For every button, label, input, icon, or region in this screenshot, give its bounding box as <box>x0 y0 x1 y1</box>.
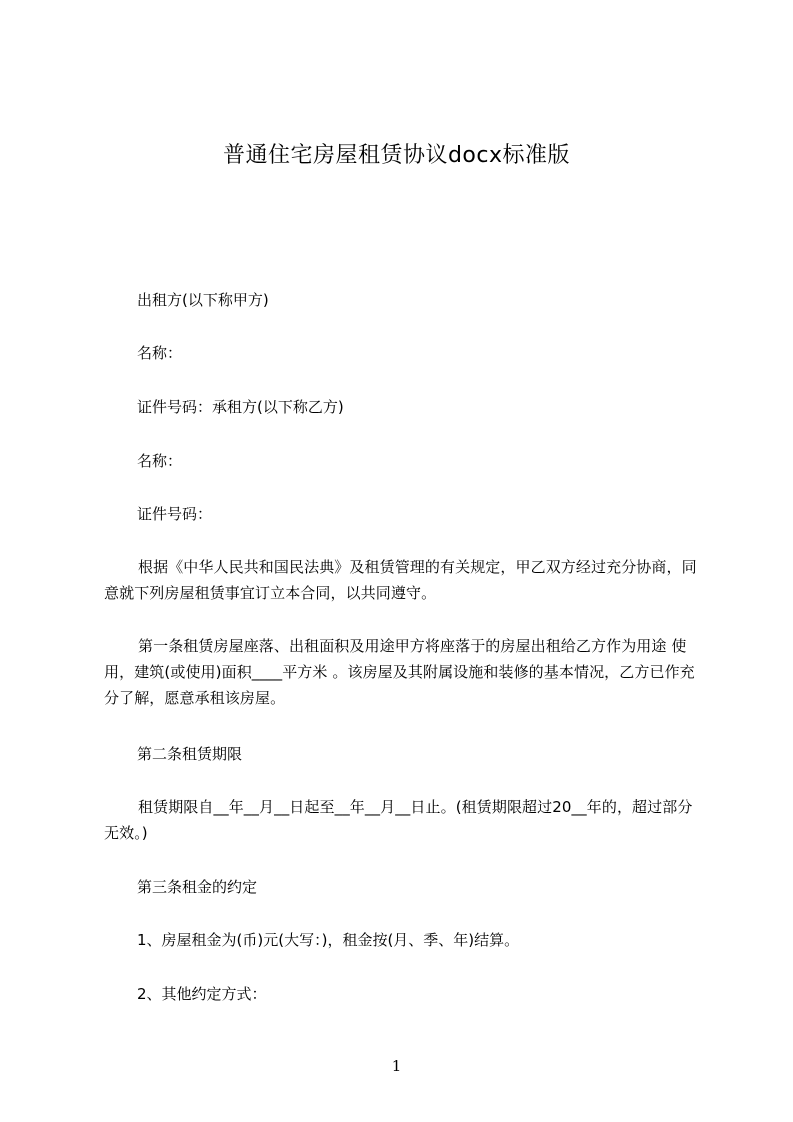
lessee-id-field: 证件号码： <box>137 505 213 523</box>
article-2-heading: 第二条租赁期限 <box>137 745 243 763</box>
article-1-paragraph: 第一条租赁房屋座落、出租面积及用途甲方将座落于的房屋出租给乙方作为用途 使用，建筑(或使用)面积____平方米 。该房屋及其附属设施和装修的基本情况，乙方已作充分了解，愿意承租该房屋。 <box>104 637 695 707</box>
document-title: 普通住宅房屋租赁协议docx标准版 <box>222 143 571 168</box>
lessor-id-and-lessee-heading: 证件号码：承租方(以下称乙方) <box>137 398 344 416</box>
rent-item-2: 2、其他约定方式： <box>137 985 267 1003</box>
lessor-heading: 出租方(以下称甲方) <box>137 291 269 309</box>
lessee-name-field: 名称： <box>137 452 183 470</box>
preamble-paragraph: 根据《中华人民共和国民法典》及租赁管理的有关规定，甲乙双方经过充分协商，同意就下列房屋租赁事宜订立本合同，以共同遵守。 <box>104 558 697 602</box>
article-3-heading: 第三条租金的约定 <box>137 878 258 896</box>
rent-item-1: 1、房屋租金为(币)元(大写：)，租金按(月、季、年)结算。 <box>137 931 520 949</box>
lessor-name-field: 名称： <box>137 344 183 362</box>
page-number: 1 <box>391 1057 402 1075</box>
lease-term-paragraph: 租赁期限自__年__月__日起至__年__月__日止。(租赁期限超过20__年的，超过部分无效。) <box>104 798 693 842</box>
